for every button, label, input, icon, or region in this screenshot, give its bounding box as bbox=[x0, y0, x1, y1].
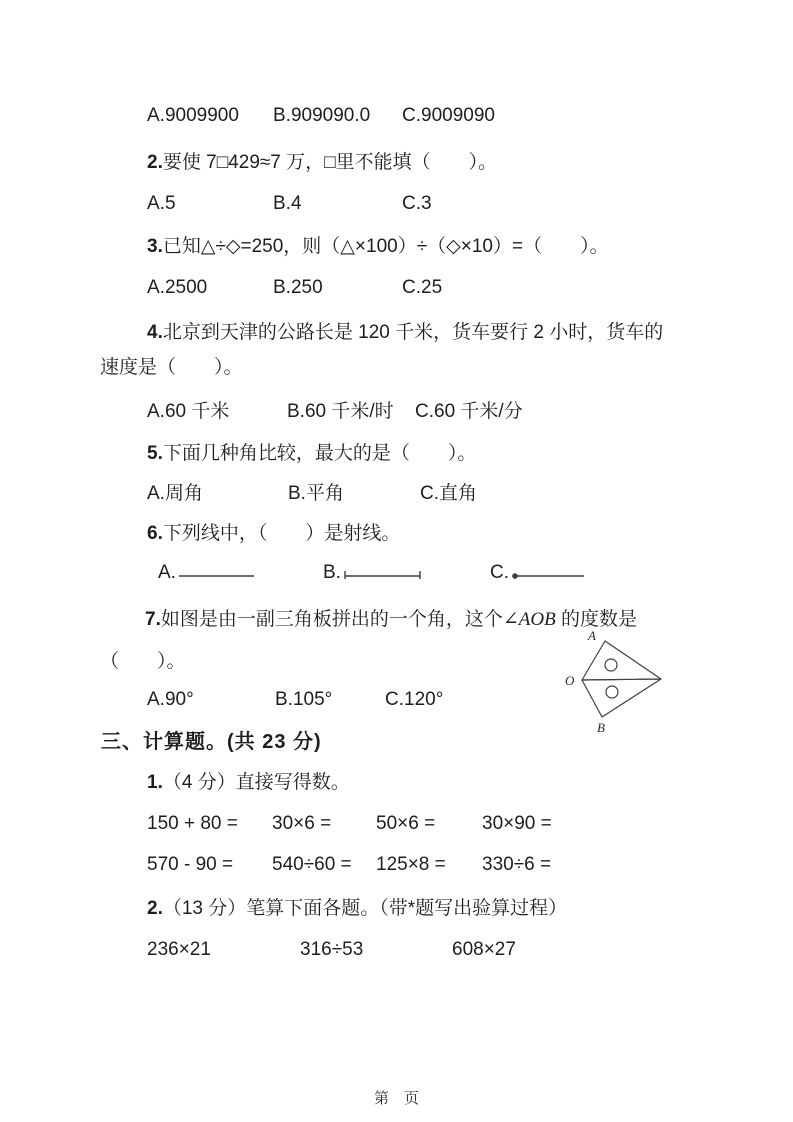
question-4-options bbox=[147, 400, 523, 424]
calc-2-number: 2. bbox=[147, 898, 163, 919]
mental-math-row-1 bbox=[147, 812, 552, 836]
vertex-b-label: B bbox=[597, 720, 605, 735]
option-a: A.5 bbox=[147, 193, 176, 214]
option-b: B.250 bbox=[273, 277, 323, 298]
option-a: A.周角 bbox=[147, 483, 203, 504]
question-1-options bbox=[147, 104, 495, 128]
option-a-line bbox=[158, 561, 323, 585]
option-c-label: C. bbox=[490, 562, 509, 583]
math-expression: 125×8 = bbox=[376, 854, 446, 875]
question-4-number: 4. bbox=[147, 322, 163, 343]
option-c: C.3 bbox=[402, 193, 432, 214]
question-4-line1 bbox=[147, 321, 663, 345]
question-2-options bbox=[147, 192, 432, 216]
math-expression: 570 - 90 = bbox=[147, 854, 234, 875]
question-2-number: 2. bbox=[147, 152, 163, 173]
option-c: C.25 bbox=[402, 277, 443, 298]
option-c: C.9009090 bbox=[402, 105, 495, 126]
question-6-text: 下列线中，（ ）是射线。 bbox=[162, 523, 401, 544]
question-3 bbox=[147, 235, 609, 259]
set-square-angle-figure bbox=[545, 627, 705, 743]
question-7-options bbox=[147, 688, 443, 712]
math-expression: 30×6 = bbox=[272, 813, 332, 834]
math-expression: 50×6 = bbox=[376, 813, 436, 834]
angle-aob-label: ∠AOB bbox=[502, 609, 556, 630]
option-b: B.909090.0 bbox=[273, 105, 371, 126]
question-3-options bbox=[147, 276, 442, 300]
question-6-line-options bbox=[158, 561, 587, 585]
option-b: B.105° bbox=[275, 689, 333, 710]
question-7-text: 如图是由一副三角板拼出的一个角，这个 bbox=[160, 609, 503, 630]
calc-1-number: 1. bbox=[147, 772, 163, 793]
question-3-number: 3. bbox=[147, 236, 163, 257]
page-footer bbox=[0, 1087, 793, 1108]
question-2-text: 要使 7□429≈7 万，□里不能填（ ）。 bbox=[162, 152, 498, 173]
question-4-text: 北京到天津的公路长是 120 千米，货车要行 2 小时，货车的 bbox=[162, 322, 664, 343]
option-c-line bbox=[490, 561, 587, 585]
calc-question-1 bbox=[147, 771, 350, 795]
written-math-row bbox=[147, 938, 516, 962]
math-expression: 330÷6 = bbox=[482, 854, 552, 875]
vertex-a-label: A bbox=[588, 628, 596, 643]
question-3-text: 已知△÷◇=250，则（△×100）÷（◇×10）=（ ）。 bbox=[162, 236, 609, 257]
question-4-line2 bbox=[100, 356, 243, 380]
question-7-number: 7. bbox=[145, 609, 161, 630]
option-a: A.90° bbox=[147, 689, 194, 710]
mental-math-row-2 bbox=[147, 853, 551, 877]
question-4-text-cont: 速度是（ ）。 bbox=[100, 357, 243, 378]
option-c: C.120° bbox=[385, 689, 444, 710]
question-7-text-end: 的度数是 bbox=[555, 609, 638, 630]
question-5-text: 下面几种角比较，最大的是（ ）。 bbox=[162, 443, 477, 464]
calc-1-text: （4 分）直接写得数。 bbox=[162, 772, 350, 793]
vertex-o-label: O bbox=[565, 673, 575, 688]
option-a: A.9009900 bbox=[147, 105, 239, 126]
math-expression: 540÷60 = bbox=[272, 854, 352, 875]
segment-with-endpoints-glyph bbox=[341, 567, 423, 581]
question-5-options bbox=[147, 482, 477, 506]
option-b: B.60 千米/时 bbox=[287, 401, 394, 422]
option-c: C.60 千米/分 bbox=[415, 401, 523, 422]
section-3-title-text: 三、计算题。(共 23 分) bbox=[101, 731, 322, 753]
option-a: A.60 千米 bbox=[147, 401, 230, 422]
calc-2-text: （13 分）笔算下面各题。（带*题写出验算过程） bbox=[162, 898, 568, 919]
math-expression: 236×21 bbox=[147, 939, 211, 960]
question-5 bbox=[147, 442, 476, 466]
math-expression: 608×27 bbox=[452, 939, 516, 960]
option-a-label: A. bbox=[158, 562, 176, 583]
question-2 bbox=[147, 151, 497, 175]
option-b: B.4 bbox=[273, 193, 302, 214]
math-expression: 150 + 80 = bbox=[147, 813, 238, 834]
option-b-label: B. bbox=[323, 562, 341, 583]
calc-question-2 bbox=[147, 897, 567, 921]
ray-glyph bbox=[509, 567, 587, 581]
option-c: C.直角 bbox=[420, 483, 478, 504]
question-5-number: 5. bbox=[147, 443, 163, 464]
question-7-blank: （ ）。 bbox=[100, 651, 186, 672]
math-expression: 316÷53 bbox=[300, 939, 364, 960]
question-6-number: 6. bbox=[147, 523, 163, 544]
option-b: B.平角 bbox=[288, 483, 344, 504]
question-6 bbox=[147, 522, 400, 546]
option-a: A.2500 bbox=[147, 277, 208, 298]
option-b-line bbox=[323, 561, 490, 585]
page-number-placeholder: 第 页 bbox=[373, 1090, 419, 1107]
question-7-line2 bbox=[100, 650, 186, 674]
math-expression: 30×90 = bbox=[482, 813, 552, 834]
straight-line-glyph bbox=[176, 567, 256, 581]
section-3-title bbox=[101, 730, 322, 754]
